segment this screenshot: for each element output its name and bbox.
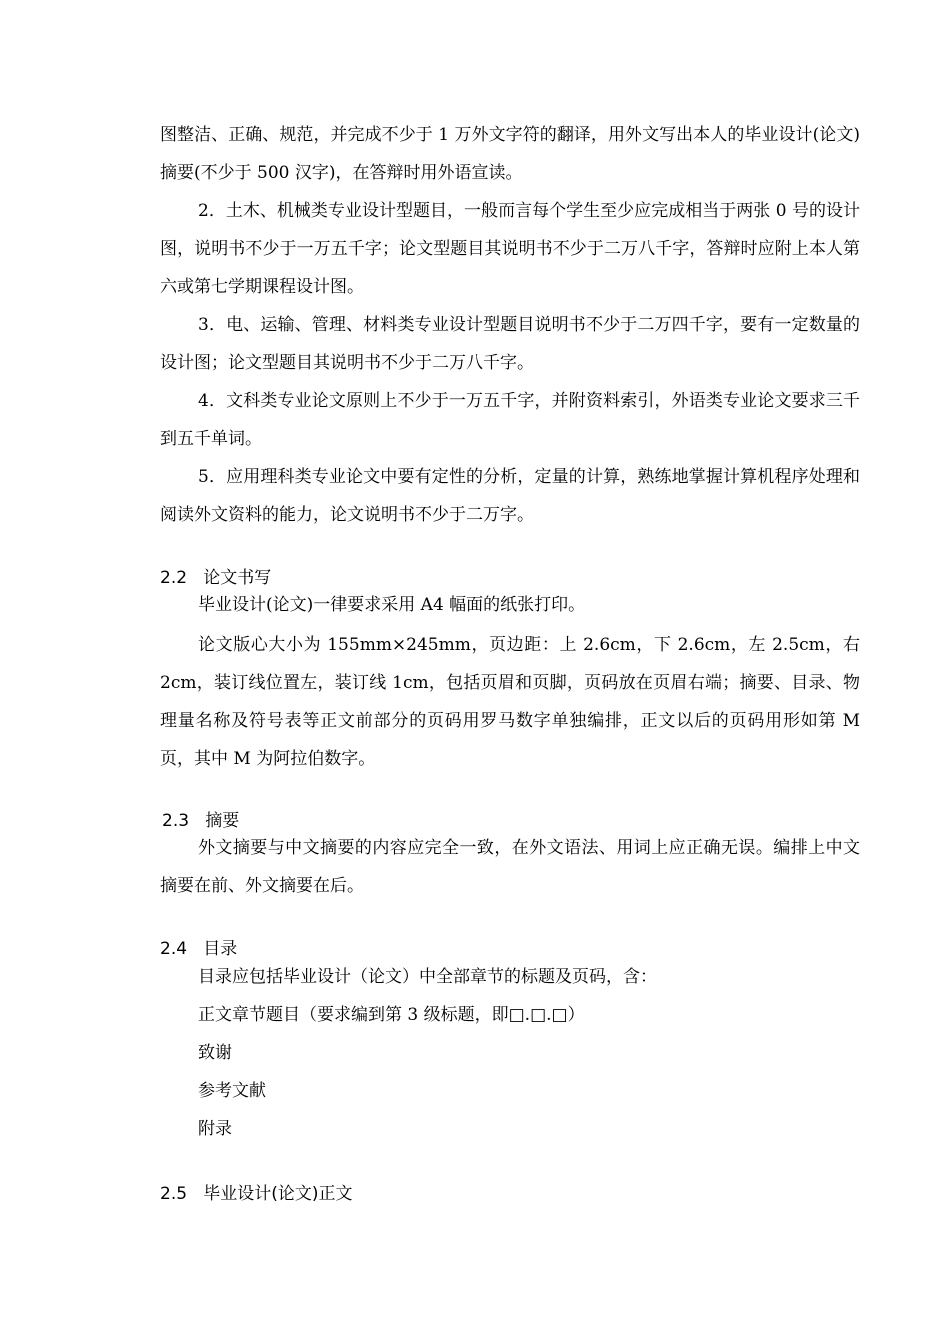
section-heading-2-5: 2.5 毕业设计(论文)正文 <box>160 1184 353 1204</box>
toc-item-acknowledgement: 致谢 <box>198 1043 232 1063</box>
section-heading-2-4: 2.4 目录 <box>160 939 238 959</box>
section-2-3-paragraph-1: 外文摘要与中文摘要的内容应完全一致，在外文语法、用词上应正确无误。编排上中文摘要在前、外文摘要在后。 <box>160 838 860 896</box>
section-heading-2-3: 2.3 摘要 <box>162 811 240 831</box>
intro-continuation-paragraph: 图整洁、正确、规范，并完成不少于 1 万外文字符的翻译，用外文写出本人的毕业设计(论文)摘要(不少于 500 汉字)，在答辩时用外语宣读。 <box>160 125 860 183</box>
toc-item-main-chapters: 正文章节题目（要求编到第 3 级标题，即□.□.□） <box>198 1005 585 1025</box>
requirement-item-2: 2．土木、机械类专业设计型题目，一般而言每个学生至少应完成相当于两张 0 号的设计图，说明书不少于一万五千字；论文型题目其说明书不少于二万八千字，答辩时应附上本人第六或第七学期课程设计图。 <box>160 201 860 297</box>
section-2-2-paragraph-2: 论文版心大小为 155mm×245mm，页边距：上 2.6cm，下 2.6cm，左 2.5cm，右 2cm，装订线位置左，装订线 1cm，包括页眉和页脚，页码放在页眉右端；摘要、目录、物理量名称及符号表等正文前部分的页码用罗马数字单独编排，正文以后的页码用形如第 M 页，其中 M 为阿拉伯数字。 <box>160 635 860 769</box>
section-heading-2-2: 2.2 论文书写 <box>160 568 272 588</box>
requirement-item-4: 4．文科类专业论文原则上不少于一万五千字，并附资料索引，外语类专业论文要求三千到五千单词。 <box>160 391 860 449</box>
toc-item-appendix: 附录 <box>198 1119 232 1139</box>
section-2-2-paragraph-1: 毕业设计(论文)一律要求采用 A4 幅面的纸张打印。 <box>198 595 586 615</box>
toc-item-references: 参考文献 <box>198 1081 266 1101</box>
requirement-item-5: 5．应用理科类专业论文中要有定性的分析，定量的计算，熟练地掌握计算机程序处理和阅读外文资料的能力，论文说明书不少于二万字。 <box>160 467 860 525</box>
requirement-item-3: 3．电、运输、管理、材料类专业设计型题目说明书不少于二万四千字，要有一定数量的设计图；论文型题目其说明书不少于二万八千字。 <box>160 315 860 373</box>
toc-description-line: 目录应包括毕业设计（论文）中全部章节的标题及页码，含： <box>198 967 657 987</box>
